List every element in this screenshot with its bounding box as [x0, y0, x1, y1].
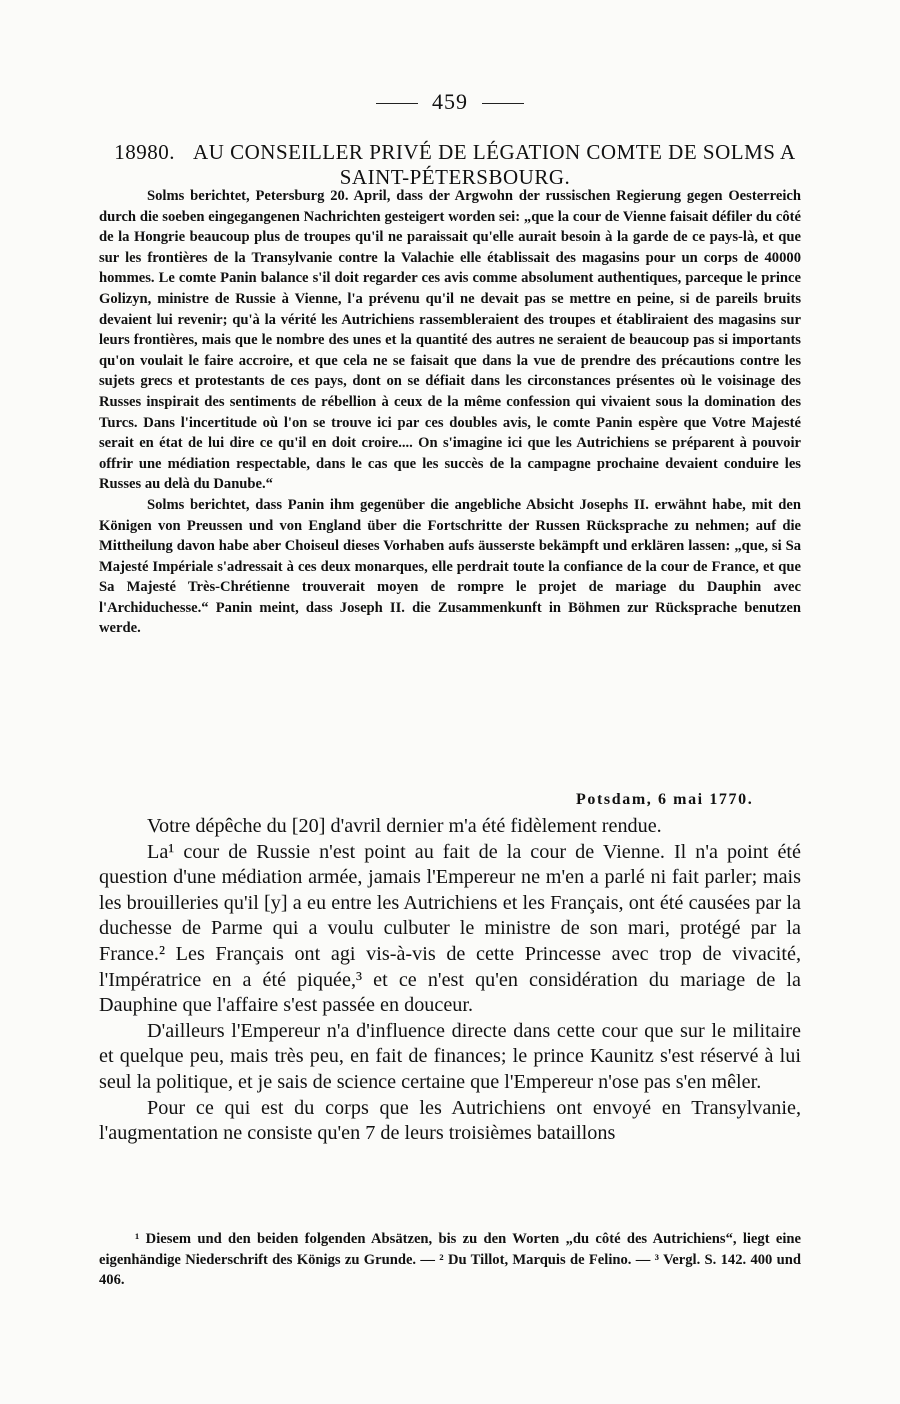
footnotes: [99, 1229, 801, 1291]
body-paragraph: Votre dépêche du [20] d'avril dernier m'a été fidèlement rendue.: [147, 815, 662, 837]
document-heading: [110, 140, 800, 190]
page-number-line: [0, 89, 900, 115]
footnote-text: ¹ Diesem und den beiden folgenden Absätzen, bis zu den Worten „du côté des Autrichiens“, liegt eine eigenhändige Niederschrift des Königs zu Grunde. — ² Du Tillot, Marquis de Felino. — ³ Vergl. S. 142. 400 und 406.: [99, 1231, 801, 1289]
summary-paragraph: Solms berichtet, dass Panin ihm gegenüber die angebliche Absicht Josephs II. erwähnt habe, mit den Königen von Preussen und von England über die Fortschritte der Russen Rücksprache zu nehmen; auf die Mittheilung davon habe aber Choiseul dieses Vorhaben aufs äusserste bekämpft und erklären lassen: „que, si Sa Majesté Impériale s'adressait à ces deux monarques, elle perdrait toute la confiance de la cour de France, et que Sa Majesté Très-Chrétienne trouverait moyen de rompre le projet de mariage du Dauphin avec l'Archiduchesse.“ Panin meint, dass Joseph II. die Zusammenkunft in Böhmen zur Rücksprache benutzen werde.: [99, 496, 801, 637]
document-number: 18980.: [114, 140, 176, 164]
summary-paragraph: Solms berichtet, Petersburg 20. April, dass der Argwohn der russischen Regierung gegen Oesterreich durch die soeben eingegangenen Nachrichten gesteigert worden sei: „que la cour de Vienne faisait défiler du côté de la Hongrie beaucoup plus de troupes qu'il ne paraissait qu'elle aurait besoin à la garde de ce pays-là, et que sur les frontières de la Transylvanie contre la Valachie elle établissait des magasins pour un corps de 40000 hommes. Le comte Panin balance s'il doit regarder ces avis comme absolument authentiques, parceque le prince Golizyn, ministre de Russie à Vienne, l'a prévenu qu'il ne devait pas se mettre en peine, si de pareils bruits devaient lui revenir; qu'à la vérité les Autrichiens rassembleraient des troupes et établiraient des magasins sur leurs frontières, mais que le nombre des unes et la quantité des autres ne seraient de beaucoup pas si importants qu'on voulait le faire accroire, et que cela ne se faisait que dans la vue de prendre des précautions contre les sujets grecs et protestants de ces pays, dont on se défiait dans les circonstances présentes où le voisinage des Russes inspirait des sentiments de rébellion à ceux de la même confession qui vivaient sous la domination des Turcs. Dans l'incertitude où l'on se trouve ici par ces doubles avis, le comte Panin espère que Votre Majesté serait en état de lui dire ce qu'il en doit croire.... On s'imagine ici que les Autrichiens se préparent à pouvoir offrir une médiation respectable, dans le cas que les succès de la campagne prochaine devaient conduire les Russes au delà du Danube.“: [99, 188, 801, 493]
document-title: AU CONSEILLER PRIVÉ DE LÉGATION COMTE DE SOLMS A SAINT-PÉTERSBOURG.: [193, 140, 796, 189]
page-number-right-rule: [482, 103, 524, 104]
editorial-summary: [99, 186, 801, 639]
body-paragraph: La¹ cour de Russie n'est point au fait de la cour de Vienne. Il n'a point été question d'une médiation armée, jamais l'Empereur ne m'en a parlé ni fait parler; mais les brouilleries qu'il [y] a eu entre les Autrichiens et les Français, ont été causées par la duchesse de Parme qui a voulu culbuter le ministre de son mari, protégé par la France.² Les Français ont agi vis-à-vis de cette Princesse avec trop de vivacité, l'Impératrice en a été piquée,³ et ce n'est qu'en considération du mariage de la Dauphine que l'affaire s'est passée en douceur.: [99, 840, 801, 1017]
page-number: 459: [432, 89, 468, 114]
body-paragraph: Pour ce qui est du corps que les Autrichiens ont envoyé en Transylvanie, l'augmentation ne consiste qu'en 7 de leurs troisièmes bataillons: [99, 1096, 801, 1145]
page-number-left-rule: [376, 103, 418, 104]
body-paragraph: D'ailleurs l'Empereur n'a d'influence directe dans cette cour que sur le militaire et quelque peu, mais très peu, en fait de finances; le prince Kaunitz s'est réservé à lui seul la politique, et je sais de science certaine que l'Empereur n'ose pas s'en mêler.: [99, 1019, 801, 1093]
letter-body: [99, 814, 801, 1147]
dateline: Potsdam, 6 mai 1770.: [576, 791, 754, 808]
